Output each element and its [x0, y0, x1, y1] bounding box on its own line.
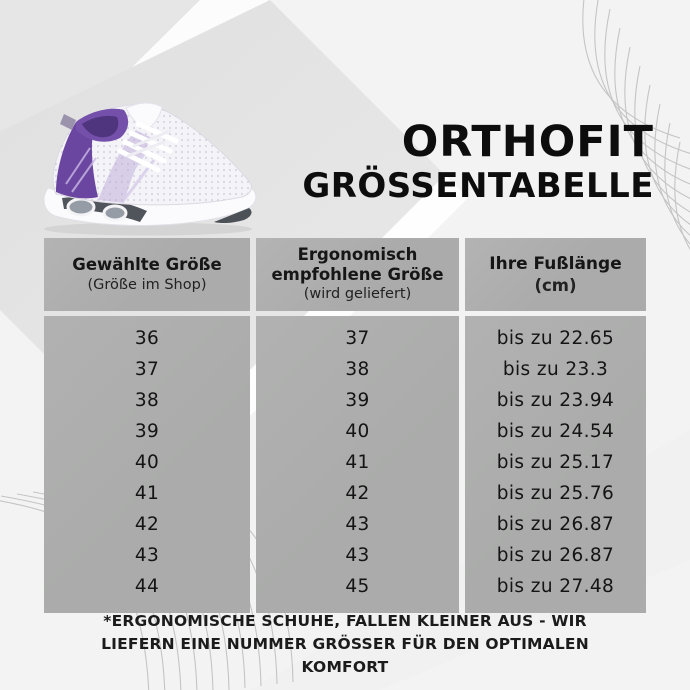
table-cell-shop: 38: [134, 390, 160, 411]
table-cell-delivered: 43: [345, 514, 370, 535]
column-body-recommended-size: [256, 316, 459, 613]
column-subtitle: (Größe im Shop): [87, 276, 207, 293]
footnote: *ERGONOMISCHE SCHUHE, FALLEN KLEINER AUS - WIR LIEFERN EINE NUMMER GRÖSSER FÜR DEN OPTIMALEN KOMFORT: [101, 612, 589, 676]
table-cell-shop: 42: [134, 514, 160, 535]
table-cell-foot: bis zu 25.17: [496, 452, 615, 473]
table-cell-foot: bis zu 23.3: [502, 359, 609, 380]
column-subtitle: (cm): [534, 275, 577, 295]
table-cell-shop: 40: [134, 452, 160, 473]
table-cell-delivered: 42: [345, 483, 370, 504]
table-cell-delivered: 41: [345, 452, 370, 473]
page-subtitle: GRÖSSENTABELLE: [302, 165, 654, 206]
table-cell-delivered: 38: [345, 359, 370, 380]
table-cell-foot: bis zu 23.94: [496, 390, 615, 411]
column-header-shop-size: [44, 238, 250, 311]
column-body-foot-length: [465, 316, 646, 613]
table-cell-delivered: 45: [345, 576, 370, 597]
table-cell-shop: 43: [134, 545, 160, 566]
table-cell-shop: 39: [134, 421, 160, 442]
table-cell-foot: bis zu 26.87: [496, 514, 615, 535]
table-cell-shop: 36: [134, 328, 160, 349]
table-cell-shop: 37: [134, 359, 160, 380]
column-body-shop-size: [44, 316, 250, 613]
column-title: Gewählte Größe: [72, 255, 222, 275]
table-cell-foot: bis zu 22.65: [496, 328, 615, 349]
column-title: Ihre Fußlänge: [489, 253, 622, 274]
table-cell-shop: 44: [134, 576, 160, 597]
table-cell-shop: 41: [134, 483, 160, 504]
air-bubble-2: [104, 206, 126, 220]
product-shoe-image: [18, 84, 276, 244]
table-cell-delivered: 43: [345, 545, 370, 566]
table-cell-delivered: 39: [345, 390, 370, 411]
table-cell-delivered: 37: [345, 328, 370, 349]
table-cell-delivered: 40: [345, 421, 370, 442]
table-cell-foot: bis zu 25.76: [496, 483, 615, 504]
air-bubble-1: [68, 199, 94, 215]
brand-title: ORTHOFIT: [401, 117, 654, 167]
column-subtitle: (wird geliefert): [303, 286, 412, 303]
title-block: [254, 117, 654, 206]
column-title: Ergonomisch empfohlene Größe: [271, 245, 444, 284]
table-cell-foot: bis zu 24.54: [496, 421, 615, 442]
column-header-recommended-size: [256, 238, 459, 311]
size-table: [44, 238, 646, 613]
table-cell-foot: bis zu 26.87: [496, 545, 615, 566]
column-header-foot-length: [465, 238, 646, 311]
table-cell-foot: bis zu 27.48: [496, 576, 615, 597]
